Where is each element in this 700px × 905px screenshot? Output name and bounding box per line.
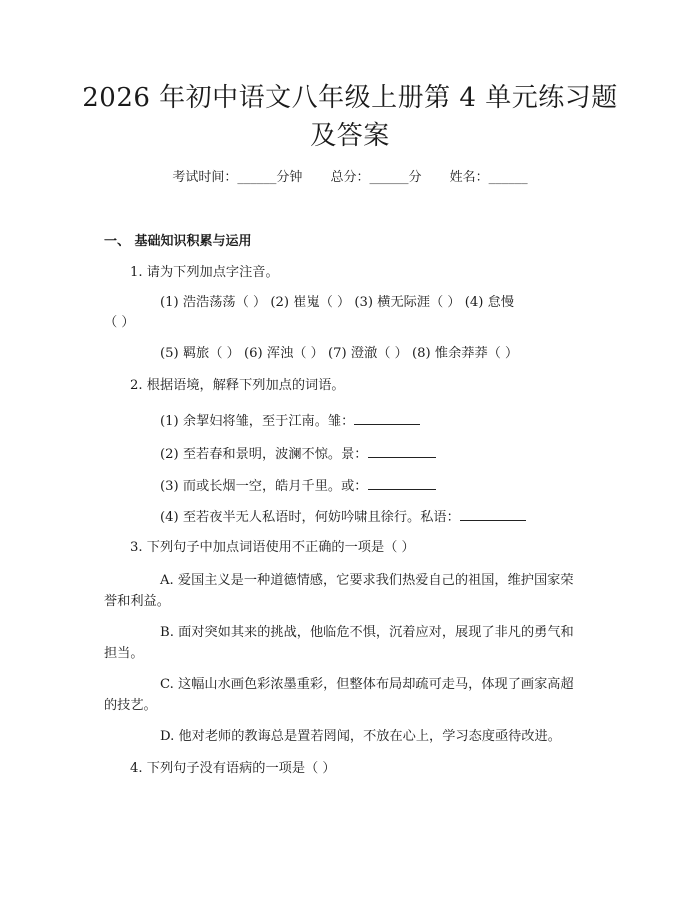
question-2-item	[160, 410, 420, 432]
question-1-options-row1-wrap: （ ）	[104, 315, 135, 330]
question-2-stem: 2. 根据语境，解释下列加点的词语。	[130, 378, 345, 393]
question-2-item-text: (4) 至若夜半无人私语时，何妨吟啸且徐行。私语：	[160, 510, 460, 525]
question-3-stem: 3. 下列句子中加点词语使用不正确的一项是（ ）	[130, 540, 415, 555]
question-1-options-row2: (5) 羁旅（ ） (6) 浑浊（ ） (7) 澄澈（ ） (8) 惟余莽莽（ ）	[160, 346, 519, 361]
name-label: 姓名：______	[449, 170, 528, 185]
question-2-item	[160, 443, 436, 465]
exam-time-label: 考试时间：______分钟	[172, 170, 303, 185]
question-2-item	[160, 475, 436, 497]
section-heading: 一、 基础知识积累与运用	[104, 234, 252, 249]
question-4-stem: 4. 下列句子没有语病的一项是（ ）	[130, 761, 336, 776]
exam-info	[0, 168, 700, 188]
option-d: D. 他对老师的教诲总是置若罔闻，不放在心上，学习态度亟待改进。	[160, 729, 561, 744]
question-2-item	[160, 506, 526, 528]
question-2-item-text: (1) 余挈妇将雏，至于江南。雏：	[160, 414, 355, 429]
question-2-item-text: (3) 而或长烟一空，皓月千里。或：	[160, 479, 368, 494]
option-c: C. 这幅山水画色彩浓墨重彩，但整体布局却疏可走马，体现了画家高超	[160, 677, 574, 692]
option-b-continued: 担当。	[104, 646, 144, 661]
answer-blank[interactable]	[368, 443, 436, 458]
answer-blank[interactable]	[368, 475, 436, 490]
question-1-stem: 1. 请为下列加点字注音。	[130, 265, 279, 280]
option-a: A. 爱国主义是一种道德情感，它要求我们热爱自己的祖国，维护国家荣	[160, 573, 574, 588]
total-score-label: 总分：______分	[330, 170, 422, 185]
option-c-continued: 的技艺。	[104, 698, 157, 713]
question-1-options-row1: (1) 浩浩荡荡（ ） (2) 崔嵬（ ） (3) 横无际涯（ ） (4) 怠慢	[160, 295, 515, 310]
answer-blank[interactable]	[354, 410, 420, 425]
page-title: 2026 年初中语文八年级上册第 4 单元练习题	[82, 83, 618, 113]
option-a-continued: 誉和利益。	[104, 594, 170, 609]
option-b: B. 面对突如其来的挑战，他临危不惧，沉着应对，展现了非凡的勇气和	[160, 625, 574, 640]
answer-blank[interactable]	[460, 506, 526, 521]
question-2-item-text: (2) 至若春和景明，波澜不惊。景：	[160, 447, 368, 462]
page-title-continued: 及答案	[310, 121, 390, 151]
